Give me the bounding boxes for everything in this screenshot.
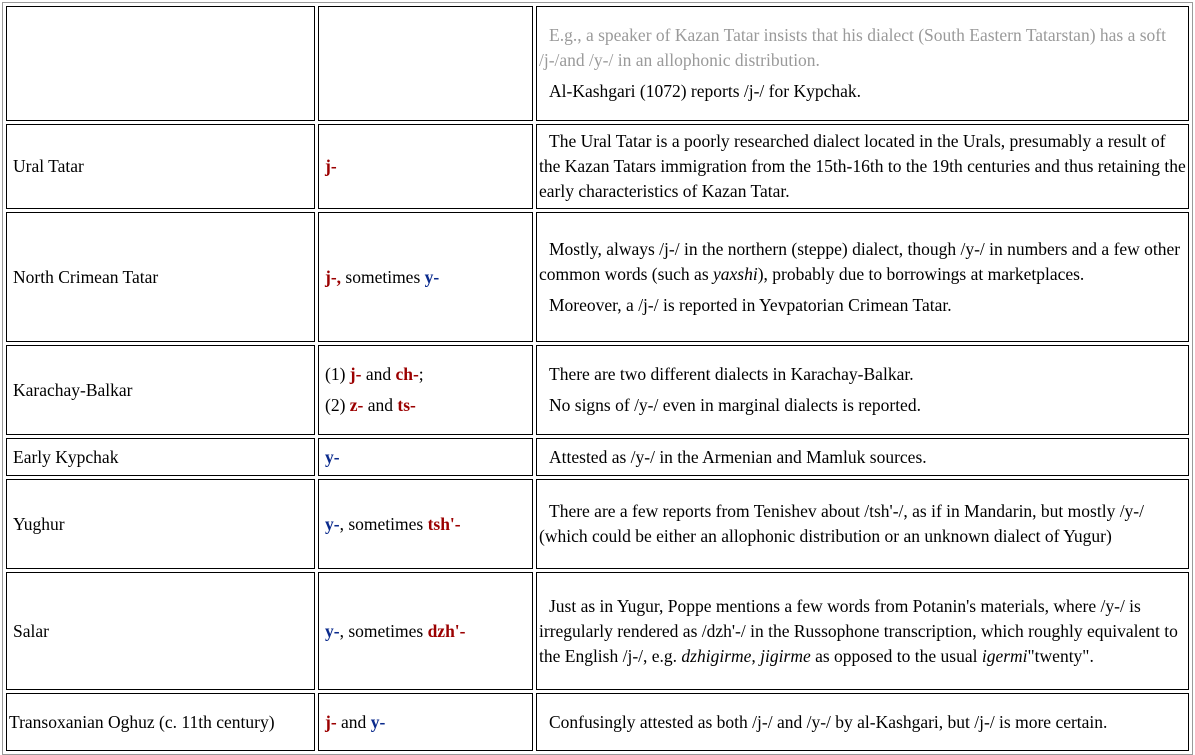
note-text: Mostly, always /j-/ in the northern (steppe) dialect, though /y-/ in numbers and a few other common words (such as	[539, 238, 1181, 284]
note-paragraph	[539, 393, 1186, 418]
reflex-form-blue: y-	[325, 513, 340, 534]
note-text: Al-Kashgari (1072) reports /j-/ for Kypchak.	[549, 81, 861, 101]
dialect-cell	[6, 6, 315, 121]
notes-cell	[536, 693, 1189, 751]
reflex-form-red: ts-	[397, 395, 416, 415]
reflex-line	[325, 362, 526, 387]
reflex-line	[325, 154, 526, 179]
reflex-cell	[318, 693, 533, 751]
reflex-form-red: j-	[325, 711, 337, 732]
reflex-form-blue: y-	[370, 711, 386, 732]
table-row	[6, 345, 1189, 435]
reflex-text: and	[336, 711, 371, 732]
reflex-text: (1)	[325, 364, 350, 384]
dialect-cell	[6, 438, 315, 476]
notes-cell	[536, 124, 1189, 209]
reflex-text: sometimes	[341, 266, 425, 287]
reflex-line	[325, 619, 526, 644]
reflex-text: ;	[418, 364, 424, 384]
reflex-form-blue: y-	[325, 620, 340, 641]
note-text: No signs of /y-/ even in marginal dialects is reported.	[549, 395, 921, 415]
reflex-text: (2)	[325, 395, 350, 415]
note-italic-term: igermi	[981, 645, 1028, 666]
reflex-form-red: ch-	[395, 364, 419, 384]
reflex-cell	[318, 479, 533, 569]
notes-cell	[536, 438, 1189, 476]
dialect-name: Transoxanian Oghuz (c. 11th century)	[9, 711, 275, 732]
reflex-form-blue: y-	[325, 446, 340, 467]
note-paragraph	[539, 129, 1186, 204]
reflex-form-blue: y-	[424, 266, 440, 287]
dialect-name: North Crimean Tatar	[13, 266, 159, 287]
reflex-cell	[318, 212, 533, 342]
note-paragraph	[539, 79, 1186, 104]
note-text: Confusingly attested as both /j-/ and /y-/ by al-Kashgari, but /j-/ is more certain.	[549, 711, 1108, 732]
table-row	[6, 693, 1189, 751]
table-row	[6, 124, 1189, 209]
reflex-form-red: dzh'-	[427, 620, 466, 641]
reflex-cell	[318, 345, 533, 435]
dialect-name: Early Kypchak	[13, 446, 119, 467]
dialect-cell	[6, 693, 315, 751]
notes-cell	[536, 345, 1189, 435]
dialect-name: Karachay-Balkar	[13, 379, 133, 400]
dialect-cell	[6, 572, 315, 690]
table-row	[6, 572, 1189, 690]
reflex-form-red: j-,	[325, 266, 342, 287]
reflex-line	[325, 265, 526, 290]
dialect-cell	[6, 212, 315, 342]
note-text: There are a few reports from Tenishev about /tsh'-/, as if in Mandarin, but mostly /y-/ (which could be either an allophonic distribution or an unknown dialect of Yugur)	[539, 501, 1144, 546]
reflex-text: , sometimes	[339, 620, 428, 641]
note-italic-term: dzhigirme, jigirme	[681, 645, 811, 666]
note-paragraph	[539, 499, 1186, 549]
dialect-table	[2, 2, 1193, 755]
reflex-cell	[318, 6, 533, 121]
note-paragraph	[539, 445, 1186, 470]
dialect-name: Ural Tatar	[13, 156, 84, 176]
notes-cell	[536, 212, 1189, 342]
reflex-text: and	[363, 395, 398, 415]
note-text: Just as in Yugur, Poppe mentions a few words from Potanin's materials, where /y-/ is irregularly rendered as /dzh'-/ in the Russophone transcription, which roughly equivalent to the English /j-/, e.g.	[539, 595, 1178, 666]
table-row	[6, 212, 1189, 342]
notes-cell	[536, 6, 1189, 121]
table-row	[6, 438, 1189, 476]
reflex-form-red: tsh'-	[427, 513, 461, 534]
note-text: The Ural Tatar is a poorly researched dialect located in the Urals, presumably a result of the Kazan Tatars immigration from the 15th-16th to the 19th centuries and thus retaining the early characteristics of Kazan Tatar.	[539, 131, 1186, 201]
dialect-name: Salar	[13, 620, 49, 641]
reflex-cell	[318, 438, 533, 476]
note-paragraph	[539, 23, 1186, 73]
dialect-cell	[6, 124, 315, 209]
note-text: ), probably due to borrowings at marketplaces.	[757, 263, 1085, 284]
note-paragraph	[539, 293, 1186, 318]
notes-cell	[536, 572, 1189, 690]
reflex-text: , sometimes	[339, 513, 428, 534]
note-text: as opposed to the usual	[810, 645, 982, 666]
note-paragraph	[539, 710, 1186, 735]
note-paragraph	[539, 237, 1186, 287]
note-text: Attested as /y-/ in the Armenian and Mamluk sources.	[549, 446, 927, 467]
reflex-form-red: j-	[325, 156, 337, 176]
reflex-line	[325, 710, 526, 735]
dialect-table-body	[6, 6, 1189, 751]
notes-cell	[536, 479, 1189, 569]
reflex-text: and	[361, 364, 396, 384]
note-text: "twenty".	[1027, 645, 1094, 666]
note-text: E.g., a speaker of Kazan Tatar insists that his dialect (South Eastern Tatarstan) has a soft /j-/and /y-/ in an allophonic distribution.	[539, 25, 1166, 70]
reflex-cell	[318, 572, 533, 690]
note-text: There are two different dialects in Karachay-Balkar.	[549, 364, 914, 384]
reflex-form-red: z-	[349, 395, 364, 415]
note-paragraph	[539, 594, 1186, 669]
note-text: Moreover, a /j-/ is reported in Yevpatorian Crimean Tatar.	[549, 294, 952, 315]
reflex-cell	[318, 124, 533, 209]
reflex-line	[325, 445, 526, 470]
dialect-cell	[6, 345, 315, 435]
reflex-line	[325, 512, 526, 537]
reflex-line	[325, 393, 526, 418]
table-row	[6, 479, 1189, 569]
note-italic-term: yaxshi	[713, 263, 758, 284]
table-row	[6, 6, 1189, 121]
note-paragraph	[539, 362, 1186, 387]
dialect-cell	[6, 479, 315, 569]
dialect-name: Yughur	[13, 513, 65, 534]
reflex-form-red: j-	[349, 364, 362, 384]
